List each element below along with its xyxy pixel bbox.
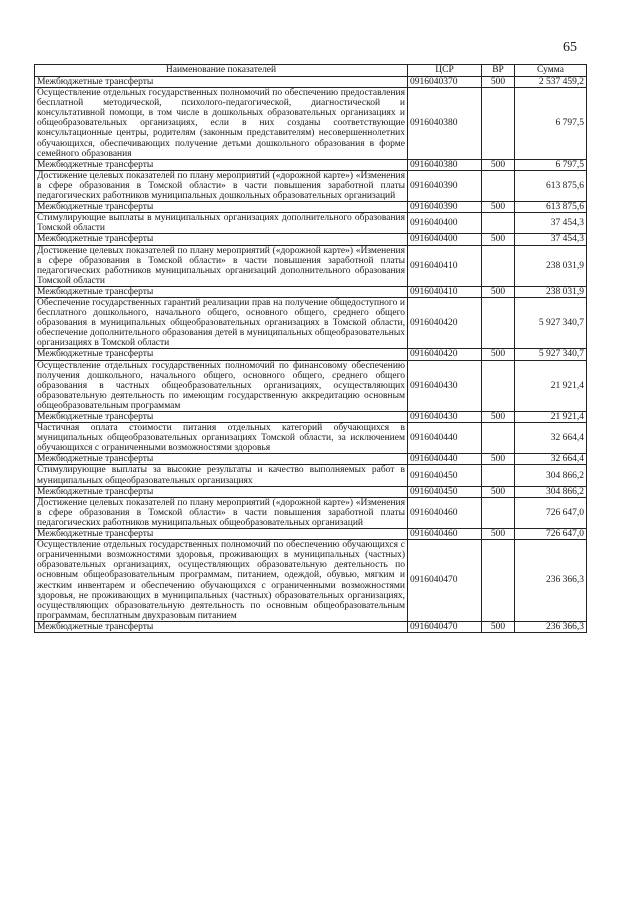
table-row <box>35 497 587 528</box>
row-vr-cell <box>482 540 515 622</box>
row-name-cell: Межбюджетные трансферты <box>35 77 408 88</box>
row-name-cell: Межбюджетные трансферты <box>35 454 408 465</box>
row-sum-cell: 21 921,4 <box>515 360 587 411</box>
row-name-cell: Межбюджетные трансферты <box>35 529 408 540</box>
row-vr-cell: 500 <box>482 486 515 497</box>
row-sum-cell: 5 927 340,7 <box>515 297 587 348</box>
row-csr-cell: 0916040430 <box>408 412 482 423</box>
page-number: 65 <box>563 40 577 55</box>
row-vr-cell <box>482 497 515 528</box>
row-vr-cell: 500 <box>482 202 515 213</box>
row-vr-cell <box>482 297 515 348</box>
row-vr-cell: 500 <box>482 286 515 297</box>
row-sum-cell: 613 875,6 <box>515 170 587 201</box>
row-csr-cell: 0916040390 <box>408 202 482 213</box>
row-csr-cell: 0916040370 <box>408 77 482 88</box>
table-row <box>35 202 587 213</box>
row-sum-cell: 238 031,9 <box>515 286 587 297</box>
table-row <box>35 423 587 454</box>
row-csr-cell: 0916040390 <box>408 170 482 201</box>
row-vr-cell: 500 <box>482 159 515 170</box>
row-vr-cell <box>482 465 515 486</box>
table-row <box>35 213 587 234</box>
budget-table <box>34 64 587 633</box>
row-vr-cell: 500 <box>482 454 515 465</box>
row-vr-cell: 500 <box>482 234 515 245</box>
row-csr-cell: 0916040420 <box>408 349 482 360</box>
header-vr: ВР <box>482 65 515 77</box>
row-sum-cell: 613 875,6 <box>515 202 587 213</box>
row-csr-cell: 0916040400 <box>408 234 482 245</box>
row-name-cell: Межбюджетные трансферты <box>35 349 408 360</box>
row-name-cell: Межбюджетные трансферты <box>35 486 408 497</box>
table-row <box>35 486 587 497</box>
row-csr-cell: 0916040440 <box>408 454 482 465</box>
row-sum-cell: 32 664,4 <box>515 423 587 454</box>
row-csr-cell: 0916040380 <box>408 88 482 160</box>
row-name-cell: Межбюджетные трансферты <box>35 202 408 213</box>
row-sum-cell: 37 454,3 <box>515 234 587 245</box>
row-vr-cell: 500 <box>482 529 515 540</box>
table-row <box>35 159 587 170</box>
row-name-cell: Межбюджетные трансферты <box>35 621 408 632</box>
row-sum-cell: 21 921,4 <box>515 412 587 423</box>
row-sum-cell: 236 366,3 <box>515 621 587 632</box>
row-name-cell: Достижение целевых показателей по плану мероприятий («дорожной карте») «Изменения в сфере образования в Томской области» в части повышения заработной платы педагогических работников муниципальных организаций дополнительного образования Томской области <box>35 245 408 286</box>
table-row <box>35 465 587 486</box>
header-name: Наименование показателей <box>35 65 408 77</box>
table-row <box>35 77 587 88</box>
table-row <box>35 540 587 622</box>
table-row <box>35 88 587 160</box>
row-vr-cell <box>482 170 515 201</box>
row-name-cell: Частичная оплата стоимости питания отдельных категорий обучающихся в муниципальных общеобразовательных организациях Томской области, за исключением обучающихся с ограниченными возможностями здоровья <box>35 423 408 454</box>
table-row <box>35 234 587 245</box>
row-vr-cell: 500 <box>482 77 515 88</box>
row-vr-cell <box>482 88 515 160</box>
table-row <box>35 245 587 286</box>
row-csr-cell: 0916040460 <box>408 497 482 528</box>
row-name-cell: Межбюджетные трансферты <box>35 412 408 423</box>
row-vr-cell: 500 <box>482 621 515 632</box>
row-name-cell: Межбюджетные трансферты <box>35 159 408 170</box>
row-vr-cell: 500 <box>482 349 515 360</box>
table-row <box>35 286 587 297</box>
row-sum-cell: 726 647,0 <box>515 529 587 540</box>
row-name-cell: Достижение целевых показателей по плану мероприятий («дорожной карте») «Изменения в сфере образования в Томской области» в части повышения заработной платы педагогических работников муниципальных общеобразовательных организаций <box>35 497 408 528</box>
table-row <box>35 349 587 360</box>
row-vr-cell <box>482 245 515 286</box>
row-csr-cell: 0916040440 <box>408 423 482 454</box>
row-vr-cell <box>482 423 515 454</box>
row-sum-cell: 304 866,2 <box>515 486 587 497</box>
row-name-cell: Осуществление отдельных государственных полномочий по обеспечению обучающихся с ограниченными возможностями здоровья, проживающих в муниципальных (частных) образовательных организациях, осуществляющих образовательную деятельность по основным общеобразовательным программам, питанием, одеждой, обувью, мягким и жестким инвентарем и обеспечению обучающихся с ограниченными возможностями здоровья, не проживающих в муниципальных (частных) образовательных организациях, осуществляющих образовательную деятельность по основным общеобразовательным программам, бесплатным двухразовым питанием <box>35 540 408 622</box>
row-csr-cell: 0916040410 <box>408 286 482 297</box>
row-csr-cell: 0916040380 <box>408 159 482 170</box>
header-csr: ЦСР <box>408 65 482 77</box>
table-row <box>35 454 587 465</box>
row-sum-cell: 6 797,5 <box>515 88 587 160</box>
row-csr-cell: 0916040430 <box>408 360 482 411</box>
row-sum-cell: 238 031,9 <box>515 245 587 286</box>
row-csr-cell: 0916040470 <box>408 621 482 632</box>
table-row <box>35 360 587 411</box>
row-sum-cell: 304 866,2 <box>515 465 587 486</box>
row-name-cell: Осуществление отдельных государственных полномочий по финансовому обеспечению получения дошкольного, начального общего, основного общего, среднего общего образования в частных общеобразовательных организациях, осуществляющих образовательную деятельность по имеющим государственную аккредитацию основным общеобразовательным программам <box>35 360 408 411</box>
row-csr-cell: 0916040420 <box>408 297 482 348</box>
row-sum-cell: 5 927 340,7 <box>515 349 587 360</box>
row-csr-cell: 0916040410 <box>408 245 482 286</box>
row-name-cell: Обеспечение государственных гарантий реализации прав на получение общедоступного и бесплатного дошкольного, начального общего, основного общего, среднего общего образования в муниципальных общеобразовательных организациях в Томской области, обеспечение дополнительного образования детей в муниципальных общеобразовательных организациях в Томской области <box>35 297 408 348</box>
row-csr-cell: 0916040450 <box>408 486 482 497</box>
row-vr-cell <box>482 360 515 411</box>
row-sum-cell: 2 537 459,2 <box>515 77 587 88</box>
table-row <box>35 170 587 201</box>
row-sum-cell: 32 664,4 <box>515 454 587 465</box>
row-vr-cell <box>482 213 515 234</box>
table-row <box>35 412 587 423</box>
row-csr-cell: 0916040470 <box>408 540 482 622</box>
row-csr-cell: 0916040450 <box>408 465 482 486</box>
row-sum-cell: 726 647,0 <box>515 497 587 528</box>
row-name-cell: Стимулирующие выплаты в муниципальных организациях дополнительного образования Томской области <box>35 213 408 234</box>
table-row <box>35 297 587 348</box>
row-sum-cell: 37 454,3 <box>515 213 587 234</box>
table-row <box>35 529 587 540</box>
row-name-cell: Межбюджетные трансферты <box>35 286 408 297</box>
table-row <box>35 621 587 632</box>
row-vr-cell: 500 <box>482 412 515 423</box>
table-header-row <box>35 65 587 77</box>
row-name-cell: Достижение целевых показателей по плану мероприятий («дорожной карте») «Изменения в сфере образования в Томской области» в части повышения заработной платы педагогических работников муниципальных дошкольных образовательных организаций <box>35 170 408 201</box>
row-sum-cell: 6 797,5 <box>515 159 587 170</box>
header-sum: Сумма <box>515 65 587 77</box>
row-name-cell: Межбюджетные трансферты <box>35 234 408 245</box>
row-csr-cell: 0916040460 <box>408 529 482 540</box>
row-name-cell: Осуществление отдельных государственных полномочий по обеспечению предоставления бесплатной методической, психолого-педагогической, диагностической и консультативной помощи, в том числе в дошкольных образовательных организациях и общеобразовательных организациях, если в них созданы соответствующие консультационные центры, родителям (законным представителям) несовершеннолетних обучающихся, обеспечивающих получение детьми дошкольного образования в форме семейного образования <box>35 88 408 160</box>
row-sum-cell: 236 366,3 <box>515 540 587 622</box>
row-csr-cell: 0916040400 <box>408 213 482 234</box>
row-name-cell: Стимулирующие выплаты за высокие результаты и качество выполняемых работ в муниципальных общеобразовательных организациях <box>35 465 408 486</box>
